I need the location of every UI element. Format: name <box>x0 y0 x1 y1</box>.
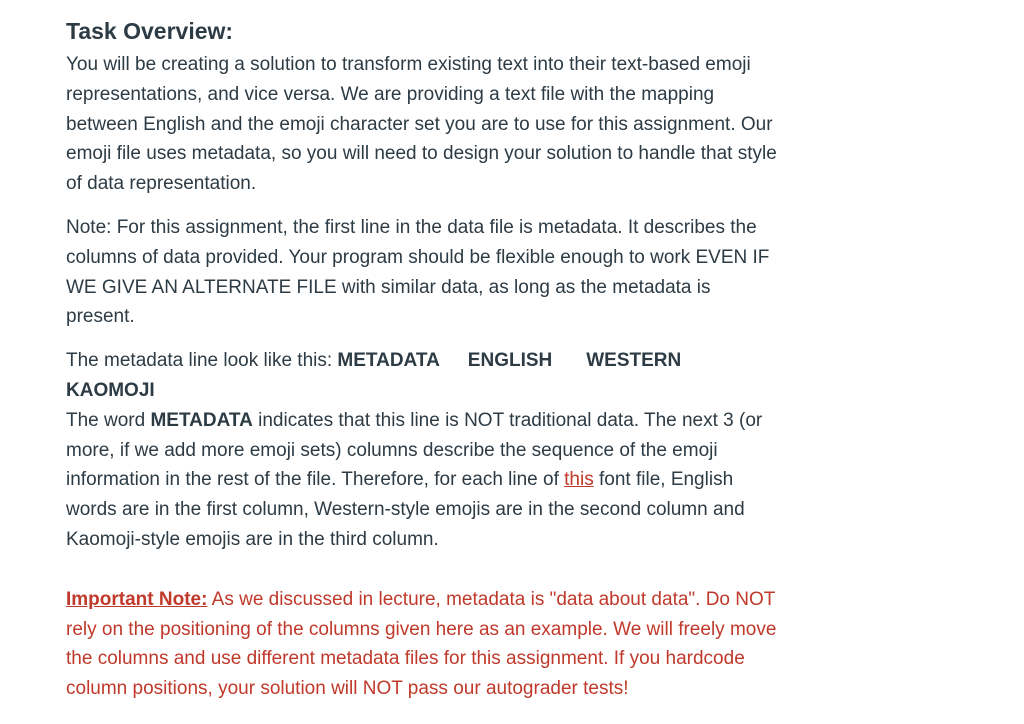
description-part3: font file, English words are in the first column, Western-style emojis are in the second column and Kaomoji-style emojis are in the third column. <box>66 469 745 550</box>
note-paragraph: Note: For this assignment, the first line in the data file is metadata. It describes the columns of data provided. Your program should be flexible enough to work EVEN IF WE GIVE AN ALTERNATE FILE with similar data, as long as the metadata is present. <box>66 216 770 328</box>
metadata-token-western: WESTERN <box>586 350 682 372</box>
font-file-link[interactable]: this <box>564 469 594 491</box>
description-part2: indicates that this line is NOT traditional data. The next 3 (or more, if we add more emoji sets) columns describe the sequence of the emoji information in the rest of the file. Therefore, for each line of <box>66 409 763 491</box>
metadata-token-kaomoji: KAOMOJI <box>66 379 155 401</box>
important-note-text: As we discussed in lecture, metadata is "data about data". Do NOT rely on the positioning of the columns given here as an example. We will freely move the columns and use different metadata files for this assignment. If you hardcode column positions, your solution will NOT pass our autograder tests! <box>66 588 777 700</box>
important-note <box>66 585 781 704</box>
metadata-token-metadata: METADATA <box>337 350 440 372</box>
description-part1: The word <box>66 409 151 431</box>
assignment-content <box>66 16 781 704</box>
description-bold-word: METADATA <box>150 409 253 431</box>
metadata-line-prefix: The metadata line look like this: <box>66 350 338 372</box>
important-note-label: Important Note: <box>66 588 208 610</box>
page-title: Task Overview: <box>66 18 234 44</box>
intro-paragraph: You will be creating a solution to transform existing text into their text-based emoji representations, and vice versa. We are providing a text file with the mapping between English and the emoji character set you are to use for this assignment. Our emoji file uses metadata, so you will need to design your solution to handle that style of data representation. <box>66 54 777 195</box>
metadata-description <box>66 406 781 555</box>
metadata-line <box>66 346 781 406</box>
metadata-token-english: ENGLISH <box>467 350 553 372</box>
